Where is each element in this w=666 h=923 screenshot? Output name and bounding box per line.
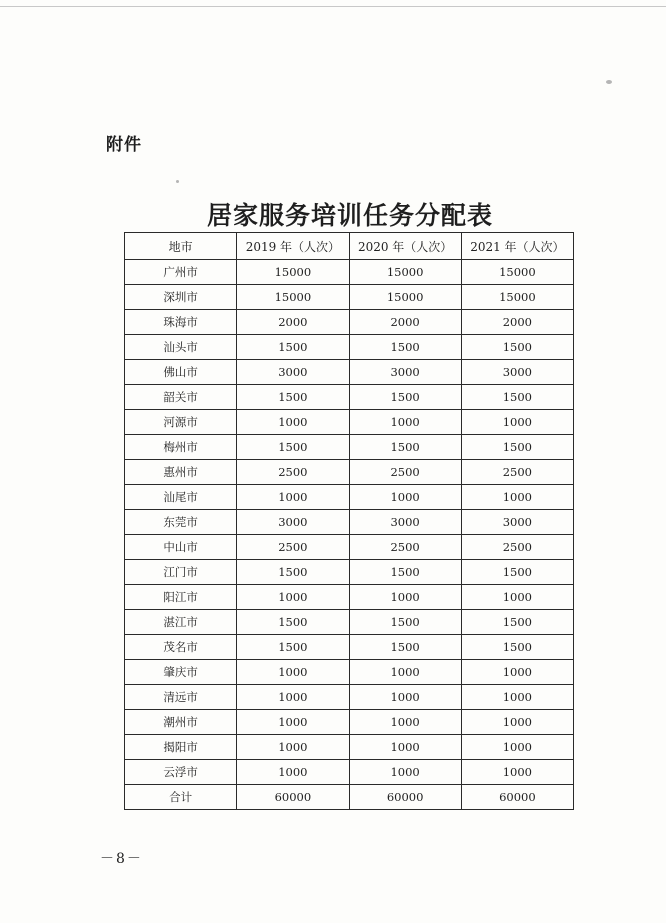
cell-2021: 15000 (461, 285, 573, 310)
cell-city: 中山市 (125, 535, 237, 560)
cell-city: 汕尾市 (125, 485, 237, 510)
table-row (125, 460, 574, 485)
cell-2020: 1500 (349, 385, 461, 410)
table-row (125, 360, 574, 385)
cell-city: 汕头市 (125, 335, 237, 360)
cell-city: 梅州市 (125, 435, 237, 460)
cell-2021: 1000 (461, 660, 573, 685)
cell-2019: 1500 (237, 385, 349, 410)
scan-speck (606, 80, 612, 84)
cell-2021: 1500 (461, 385, 573, 410)
cell-city: 茂名市 (125, 635, 237, 660)
table-row (125, 285, 574, 310)
cell-2020: 1500 (349, 635, 461, 660)
table-row (125, 335, 574, 360)
table-row (125, 760, 574, 785)
cell-2021: 15000 (461, 260, 573, 285)
cell-2019: 1500 (237, 435, 349, 460)
cell-city: 广州市 (125, 260, 237, 285)
cell-2021: 2000 (461, 310, 573, 335)
table-row (125, 635, 574, 660)
cell-2020: 1500 (349, 335, 461, 360)
cell-2020: 3000 (349, 510, 461, 535)
cell-2019: 1000 (237, 485, 349, 510)
cell-2019: 1500 (237, 635, 349, 660)
cell-2019: 3000 (237, 360, 349, 385)
cell-2020: 1500 (349, 610, 461, 635)
header-city: 地市 (125, 233, 237, 260)
cell-city: 河源市 (125, 410, 237, 435)
cell-city: 潮州市 (125, 710, 237, 735)
cell-2021: 1000 (461, 685, 573, 710)
table-total-row (125, 785, 574, 810)
cell-2020: 1000 (349, 585, 461, 610)
table-row (125, 585, 574, 610)
cell-city: 珠海市 (125, 310, 237, 335)
cell-2021: 1500 (461, 635, 573, 660)
cell-2020: 2500 (349, 535, 461, 560)
cell-2019: 1500 (237, 560, 349, 585)
header-2019: 2019 年（人次） (237, 233, 349, 260)
cell-city: 云浮市 (125, 760, 237, 785)
cell-2020: 1500 (349, 560, 461, 585)
table-row (125, 710, 574, 735)
cell-city: 清远市 (125, 685, 237, 710)
cell-city: 惠州市 (125, 460, 237, 485)
table-row (125, 735, 574, 760)
table-row (125, 660, 574, 685)
cell-city: 肇庆市 (125, 660, 237, 685)
table-row (125, 560, 574, 585)
cell-2020: 60000 (349, 785, 461, 810)
cell-city: 合计 (125, 785, 237, 810)
table-row (125, 685, 574, 710)
cell-2021: 60000 (461, 785, 573, 810)
cell-2021: 1500 (461, 560, 573, 585)
cell-2019: 1000 (237, 585, 349, 610)
cell-2021: 1000 (461, 760, 573, 785)
cell-city: 韶关市 (125, 385, 237, 410)
scan-speck (176, 180, 179, 183)
cell-2019: 1000 (237, 710, 349, 735)
cell-2019: 1500 (237, 335, 349, 360)
cell-2021: 3000 (461, 510, 573, 535)
cell-2020: 2500 (349, 460, 461, 485)
cell-2020: 1000 (349, 710, 461, 735)
cell-2021: 1500 (461, 435, 573, 460)
cell-2021: 1000 (461, 585, 573, 610)
table-row (125, 435, 574, 460)
cell-2019: 1000 (237, 685, 349, 710)
cell-2020: 2000 (349, 310, 461, 335)
header-2021: 2021 年（人次） (461, 233, 573, 260)
cell-city: 湛江市 (125, 610, 237, 635)
cell-city: 阳江市 (125, 585, 237, 610)
cell-2019: 15000 (237, 260, 349, 285)
cell-2020: 15000 (349, 260, 461, 285)
cell-2021: 1500 (461, 610, 573, 635)
annex-label: 附件 (106, 135, 142, 155)
cell-2020: 1000 (349, 685, 461, 710)
allocation-table (124, 232, 574, 810)
cell-2019: 1000 (237, 660, 349, 685)
table-row (125, 510, 574, 535)
cell-2020: 1000 (349, 660, 461, 685)
cell-city: 揭阳市 (125, 735, 237, 760)
table-row (125, 385, 574, 410)
table-row (125, 535, 574, 560)
document-title: 居家服务培训任务分配表 (206, 201, 493, 230)
cell-2021: 2500 (461, 460, 573, 485)
cell-2019: 2500 (237, 460, 349, 485)
cell-2019: 1000 (237, 410, 349, 435)
table-row (125, 410, 574, 435)
cell-2020: 1000 (349, 410, 461, 435)
cell-2019: 2500 (237, 535, 349, 560)
cell-2021: 1500 (461, 335, 573, 360)
cell-2019: 1500 (237, 610, 349, 635)
cell-2020: 1000 (349, 760, 461, 785)
cell-2019: 1000 (237, 760, 349, 785)
cell-2020: 1000 (349, 735, 461, 760)
cell-2020: 15000 (349, 285, 461, 310)
table-header-row (125, 233, 574, 260)
cell-2020: 1500 (349, 435, 461, 460)
cell-2019: 60000 (237, 785, 349, 810)
cell-2021: 1000 (461, 710, 573, 735)
table-row (125, 610, 574, 635)
cell-city: 江门市 (125, 560, 237, 585)
cell-2021: 1000 (461, 410, 573, 435)
cell-city: 深圳市 (125, 285, 237, 310)
page-number: －8－ (100, 851, 143, 867)
scan-edge-line (0, 6, 666, 7)
cell-2021: 3000 (461, 360, 573, 385)
cell-2019: 1000 (237, 735, 349, 760)
cell-2019: 3000 (237, 510, 349, 535)
cell-2019: 15000 (237, 285, 349, 310)
cell-2020: 3000 (349, 360, 461, 385)
table-row (125, 260, 574, 285)
table-body (125, 260, 574, 810)
cell-2020: 1000 (349, 485, 461, 510)
cell-2021: 1000 (461, 735, 573, 760)
cell-city: 东莞市 (125, 510, 237, 535)
cell-2019: 2000 (237, 310, 349, 335)
allocation-table-container (124, 232, 574, 810)
cell-2021: 1000 (461, 485, 573, 510)
cell-2021: 2500 (461, 535, 573, 560)
table-row (125, 485, 574, 510)
cell-city: 佛山市 (125, 360, 237, 385)
table-row (125, 310, 574, 335)
header-2020: 2020 年（人次） (349, 233, 461, 260)
